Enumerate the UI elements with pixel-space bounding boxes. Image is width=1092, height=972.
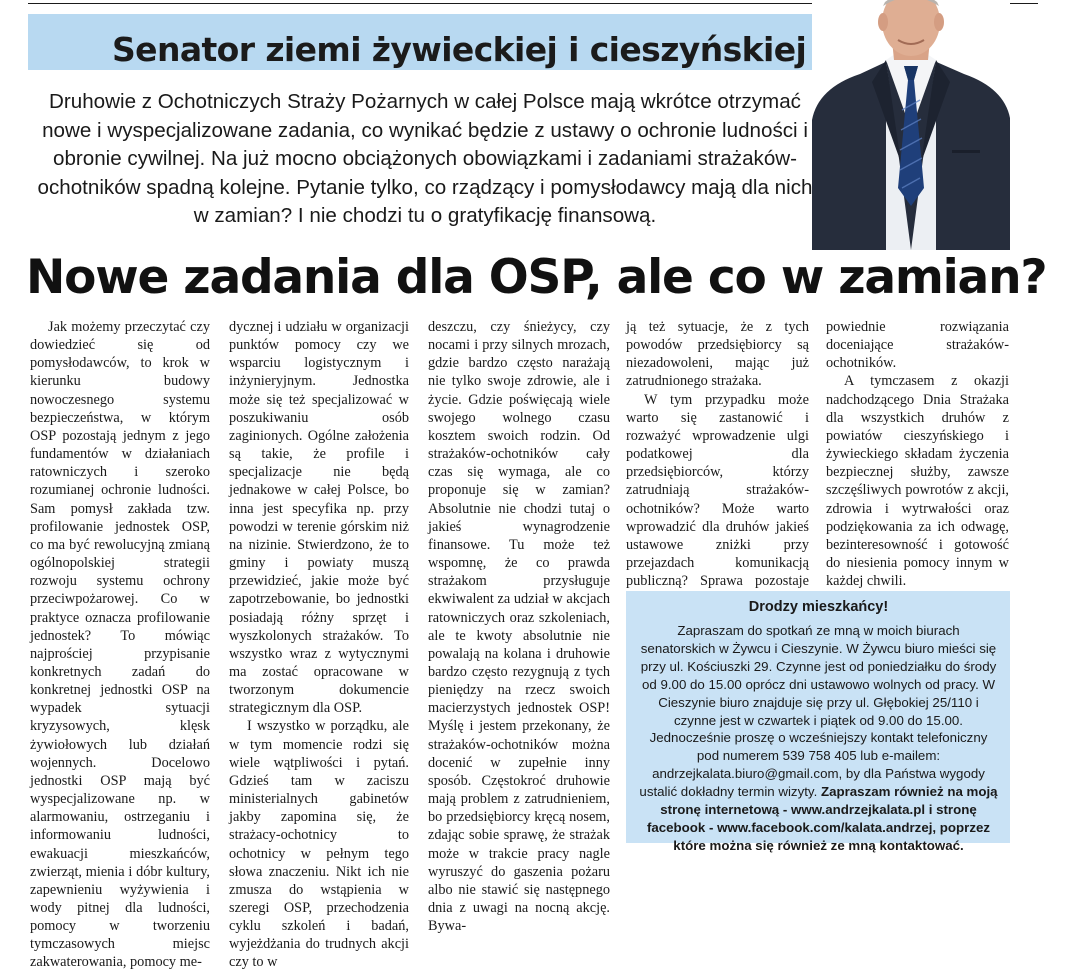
paragraph: ją też sytuacje, że z tych powodów przedsiębiorcy są niezadowoleni, mając już zatrudnionego strażaka. bbox=[626, 319, 809, 390]
paragraph: deszczu, czy śnieżycy, czy nocami i przy silnych mrozach, gdzie bardzo często narażają nie tylko swoje zdrowie, ale i życie. Gdzie poświęcają wiele swojego wolnego czasu kosztem swoich rodzin. Od strażaków-ochotników cały czas się wymaga, ale co proponuje się w zamian? Absolutnie nie chodzi tutaj o jakieś wynagrodzenie finansowe. Tu może też wspomnę, że co prawda strażakom przysługuje ekwiwalent za udział w akcjach ratowniczych oraz szkoleniach, ale te kwoty absolutnie nie powalają na kolana i druhowie bardzo często rezygnują z tych pieniędzy na rzecz swoich macierzystych jednostek OSP! Myślę i jestem przekonany, że strażaków-ochotników można docenić w zupełnie inny sposób. Częstokroć druhowie mają problem z zatrudnieniem, bo przedsiębiorcy kręcą nosem, zdając sobie sprawę, że strażak może w trakcie pracy nagle wyruszyć do gaszenia pożaru albo nie stawić się następnego dnia z uwagi na nocną akcję. Bywa- bbox=[428, 319, 610, 935]
paragraph: W tym przypadku może warto się zastanowić i rozważyć wprowadzenie ulgi podatkowej dla przedsiębiorców, którzy zatrudniają strażaków-ochotników? Może warto wprowadzić dla druhów jakieś ustawowe zniżki przy przejazdach komunikacją publiczną? Sprawa pozostaje bbox=[626, 391, 809, 590]
office-info-box bbox=[626, 591, 1010, 853]
paragraph: dycznej i udziału w organizacji punktów pomocy czy we wsparciu logistycznym i inżynieryjnym. Jednostka może się też specjalizować w poszukiwaniu osób zaginionych. Ogólne założenia są takie, że profile i specjalizacje nie będą jednakowe w całej Polsce, bo inna jest specyfika np. przy powodzi w terenie górskim niż na nizinie. Stwierdzono, że to gminy i powiaty muszą przewidzieć, jakie może być zapotrzebowanie, bo jednostki posiadają różny sprzęt i wyszkolonych strażaków. To wszystko wraz z wytycznymi ma zostać opracowane w tworzonym dokumencie strategicznym dla OSP. bbox=[229, 319, 409, 717]
article-column-1 bbox=[30, 318, 210, 972]
article-column-3 bbox=[428, 318, 610, 935]
infobox-title: Drodzy mieszkańcy! bbox=[748, 599, 889, 615]
infobox-body bbox=[639, 622, 998, 855]
infobox-bold-text: Zapraszam również na moją stronę internetową - www.andrzejkalata.pl i stronę facebook - www.facebook.com/kalata.andrzej, poprzez które można się również ze mną kontaktować. bbox=[646, 784, 998, 853]
lead-paragraph: Druhowie z Ochotniczych Straży Pożarnych w całej Polsce mają wkrótce otrzymać nowe i wyspecjalizowane zadania, co wynikać będzie z ustawy o ochronie ludności i obronie cywilnej. Na już mocno obciążonych obowiązkami i zadaniami strażaków-ochotników spadną kolejne. Pytanie tylko, co rządzący i pomysłodawcy mają dla nich w zamian? I nie chodzi tu o gratyfikację finansową. bbox=[37, 90, 813, 227]
article-column-2 bbox=[229, 318, 409, 972]
article-headline: Nowe zadania dla OSP, ale co w zamian? bbox=[26, 250, 1047, 305]
paragraph: Jak możemy przeczytać czy dowiedzieć się od pomysłodawców, to krok w kierunku budowy nowoczesnego systemu bezpieczeństwa, w którym OSP pozostają jednym z jego fundamentów w działaniach ratowniczych i szeroko rozumianej ochronie ludności. Sam pomysł zakłada tzw. profilowanie jednostek OSP, co ma być rewolucyjną zmianą ogólnopolskiej strategii rozwoju systemu ochrony przeciwpożarowej. Co w praktyce oznacza profilowanie jednostek? To mówiąc najprościej przypisanie konkretnych zadań do konkretnej jednostki OSP na wypadek sytuacji kryzysowych, klęsk żywiołowych lub działań wojennych. Docelowo jednostki OSP mają być wyspecjalizowane np. w alarmowaniu, ostrzeganiu i informowaniu ludności, ewakuacji mieszkańców, zwierząt, mienia i dóbr kultury, zapewnieniu wyżywienia i wody pitnej dla ludności, pomocy w tworzeniu tymczasowych miejsc zakwaterowania, pomocy me- bbox=[30, 319, 210, 971]
senator-portrait-photo bbox=[812, 0, 1010, 250]
paragraph: powiednie rozwiązania doceniające strażaków-ochotników. bbox=[826, 319, 1009, 372]
paragraph: I wszystko w porządku, ale w tym momencie rodzi się wiele wątpliwości i pytań. Gdzieś tam w zaciszu ministerialnych gabinetów jakby zapomina się, że strażacy-ochotnicy to ochotnicy w pełnym tego słowa znaczeniu. Nikt ich nie zmusza do wstąpienia w szeregi OSP, przechodzenia cyklu szkoleń i badań, wyjeżdżania do trudnych akcji czy to w bbox=[229, 718, 409, 971]
banner-title: Senator ziemi żywieckiej i cieszyńskiej bbox=[112, 30, 807, 69]
senator-portrait-icon bbox=[812, 0, 1010, 250]
infobox-text: Zapraszam do spotkań ze mną w moich biurach senatorskich w Żywcu i Cieszynie. W Żywcu biuro mieści się przy ul. Kościuszki 29. Czynne jest od poniedziałku do środy od 9.00 do 15.00 oprócz dni ustawowo wolnych od pracy. W Cieszynie biuro znajduje się przy ul. Głębokiej 25/110 i czynne jest w czwartek i piątek od 9.00 do 15.00. Jednocześnie proszę o wcześniejszy kontakt telefoniczny pod numerem 539 758 405 lub e-mailem: andrzejkalata.biuro@gmail.com, by dla Państwa wygody ustalić dokładny termin wizyty. bbox=[639, 623, 997, 800]
article-column-5 bbox=[826, 318, 1009, 632]
paragraph: A tymczasem z okazji nadchodzącego Dnia Strażaka dla wszystkich druhów z powiatów cieszyńskiego i żywieckiego składam życzenia bezpiecznej służby, zawsze szczęśliwych powrotów z akcji, zdrowia i wytrwałości oraz podziękowania za ich odwagę, bezinteresowność i gotowość do niesienia pomocy innym w każdej chwili. bbox=[826, 373, 1009, 590]
